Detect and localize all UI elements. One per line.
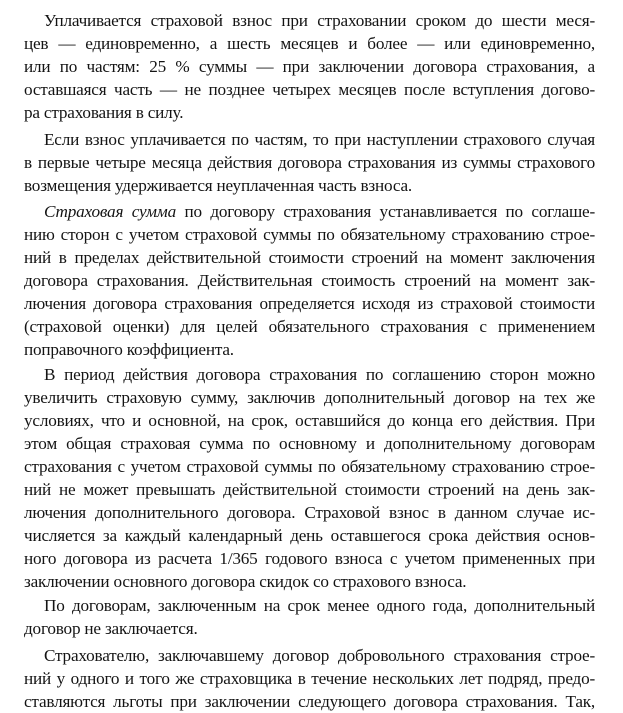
text-line: Если взнос уплачивается по частям, то при наступлении страхового случая	[44, 130, 595, 149]
text-line: условиях, что и основной, на срок, оставшийся до конца его действия. При	[24, 411, 595, 430]
text-line: ний в пределах действительной стоимости строений на момент заключения	[24, 248, 595, 267]
text-line: страхования с учетом страховой суммы по обязательному страхованию строе-	[24, 457, 595, 476]
text-line: ного договора из расчета 1/365 годового взноса с учетом примененных при	[24, 549, 595, 568]
text-line: цев — единовременно, а шесть месяцев и более — или единовременно,	[24, 34, 595, 53]
text-line: По договорам, заключенным на срок менее одного года, дополнительный	[44, 596, 595, 615]
text-line: увеличить страховую сумму, заключив дополнительный договор на тех же	[24, 388, 595, 407]
text-line: ний не может превышать действительной стоимости строений на день зак-	[24, 480, 595, 499]
text-line: (страховой оценки) для целей обязательного страхования с применением	[24, 317, 595, 336]
text-line: договор не заключается.	[24, 619, 198, 638]
text-line: Уплачивается страховой взнос при страховании сроком до шести меся-	[44, 11, 595, 30]
text-line	[44, 200, 595, 223]
text-span: по договору страхования устанавливается по соглаше-	[175, 202, 595, 221]
italic-term: Страховая сумма	[44, 202, 176, 221]
text-line: возмещения удерживается неуплаченная часть взноса.	[24, 176, 412, 195]
text-line: договора страхования. Действительная стоимость строений на момент зак-	[24, 271, 595, 290]
text-line: В период действия договора страхования по соглашению сторон можно	[44, 365, 595, 384]
text-line: лючения дополнительного договора. Страховой взнос в данном случае ис-	[24, 503, 595, 522]
text-line: этом общая страховая сумма по основному и дополнительному договорам	[24, 434, 595, 453]
text-line: ра страхования в силу.	[24, 103, 184, 122]
text-line: в первые четыре месяца действия договора страхования из суммы страхового	[24, 153, 595, 172]
text-line: ний у одного и того же страховщика в течение нескольких лет подряд, предо-	[24, 669, 595, 688]
text-line: или по частям: 25 % суммы — при заключении договора страхования, а	[24, 57, 595, 76]
text-line: лючения договора страхования определяется исходя из страховой стоимости	[24, 294, 595, 313]
text-line: поправочного коэффициента.	[24, 340, 234, 359]
text-line: числяется за каждый календарный день оставшегося срока действия основ-	[24, 526, 595, 545]
text-line: нию сторон с учетом страховой суммы по обязательному страхованию строе-	[24, 225, 595, 244]
text-line: заключении основного договора скидок со страхового взноса.	[24, 572, 467, 591]
text-line: ставляются льготы при заключении следующего договора страхования. Так,	[24, 692, 595, 711]
text-line: Страхователю, заключавшему договор добровольного страхования строе-	[44, 646, 595, 665]
text-line: оставшаяся часть — не позднее четырех месяцев после вступления догово-	[24, 80, 595, 99]
